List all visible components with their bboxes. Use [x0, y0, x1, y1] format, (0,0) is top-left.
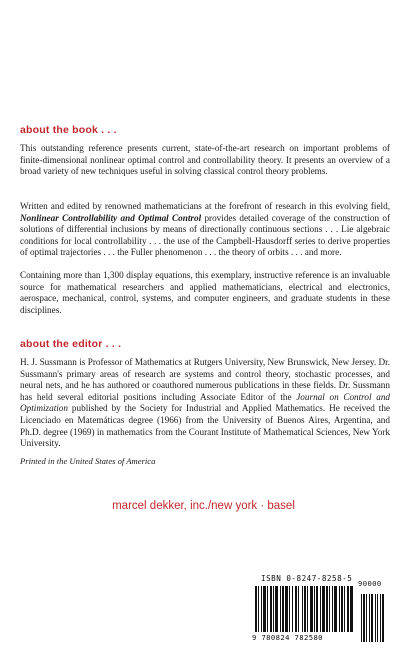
barcode-bar	[329, 586, 330, 632]
journal-name: Journal on Control and Optimization	[20, 391, 391, 414]
barcode-bar	[304, 586, 306, 632]
barcode-bar	[285, 586, 288, 632]
barcode-bar	[344, 586, 345, 632]
barcode-bar	[280, 586, 281, 632]
barcode-bar	[314, 586, 315, 632]
about-editor-heading: about the editor . . .	[20, 338, 122, 350]
barcode-bar	[322, 586, 325, 632]
barcode-bar	[261, 586, 262, 632]
barcode-bar	[255, 586, 257, 632]
publisher-imprint: marcel dekker, inc./new york · basel	[112, 500, 295, 512]
barcode-bar	[302, 586, 303, 632]
barcode-bar	[275, 586, 278, 632]
barcode-addon-bar	[361, 594, 362, 642]
editor-bio-rest: published by the Society for Industrial and Applied Mathematics. He received the Licenciado en Matemáticas degree (1966) from the University of Buenos Aires, Argentina, and Ph.D. degree (1969) in mathematics from the Courant Institute of Mathematical Sciences, New York University.	[20, 403, 390, 449]
about-book-paragraph-2	[20, 201, 390, 259]
barcode-addon-bar	[382, 594, 384, 642]
barcode-addon-bar	[375, 594, 376, 642]
about-book-paragraph-1: This outstanding reference presents current, state-of-the-art research on important problems of finite-dimensional nonlinear optimal control and controllability theory. It presents an overview of a broad variety of new techniques useful in solving classical control theory problems.	[20, 143, 390, 177]
barcode-addon-bar	[369, 594, 370, 642]
barcode-bar	[326, 586, 328, 632]
barcode-bar	[270, 586, 272, 632]
book-title: Nonlinear Controllability and Optimal Control	[20, 212, 202, 223]
barcode-bar	[289, 586, 290, 632]
barcode-addon-bar	[380, 594, 381, 642]
barcode-bar	[320, 586, 321, 632]
barcode-bar	[267, 586, 268, 632]
about-book-paragraph-3: Containing more than 1,300 display equations, this exemplary, instructive reference is an invaluable source for mathematical researchers and applied mathematicians, electrical and electronics, aerospace, mechanical, control, systems, and computer engineers, and graduate students in these disciplines.	[20, 270, 390, 315]
barcode-bar	[341, 586, 343, 632]
barcode-bar	[347, 586, 349, 632]
barcode-bar	[263, 586, 266, 632]
about-book-p2-intro: Written and edited by renowned mathematicians at the forefront of research in this evolving field,	[20, 201, 390, 211]
about-editor-paragraph	[20, 357, 390, 450]
about-book-p2-rest: provides detailed coverage of the construction of solutions of differential inclusions by means of directionally continuous sections . . . Lie algebraic conditions for local controllability . . . the use of the Campbell-Hausdorff series to derive properties of optimal trajectories . . . the Fuller phenomenon . . . the theory of orbits . . . and more.	[20, 212, 391, 258]
barcode-addon-bar	[363, 594, 365, 642]
barcode-bar	[316, 586, 318, 632]
barcode-bar	[332, 586, 333, 632]
barcode-addon-bar	[377, 594, 378, 642]
editor-bio-intro: H. J. Sussmann is Professor of Mathematics at Rutgers University, New Brunswick, New Jersey. Dr. Sussmann's primary areas of research are systems and control theory, stochastic processes, and neural nets, and he has authored or coauthored numerous publications in these fields. Dr. Sussmann has held several editorial positions including Associate Editor of the	[20, 357, 390, 402]
barcode-bar	[258, 586, 259, 632]
barcode-main-digits: 9 780824 782580	[252, 633, 323, 642]
isbn-label: ISBN 0-8247-8258-5	[261, 574, 353, 583]
barcode-bar	[350, 586, 353, 632]
barcode-bar	[310, 586, 313, 632]
barcode-addon-bar	[366, 594, 367, 642]
printed-in-notice: Printed in the United States of America	[20, 456, 156, 466]
barcode-bar	[339, 586, 340, 632]
barcode-bar	[292, 586, 293, 632]
barcode-bar	[295, 586, 297, 632]
barcode-bar	[334, 586, 337, 632]
about-book-heading: about the book . . .	[20, 124, 117, 136]
barcode-bar	[282, 586, 284, 632]
barcode-addon-digits: 90000	[358, 579, 382, 588]
barcode-bar	[298, 586, 299, 632]
barcode-bar	[273, 586, 274, 632]
barcode-addon-bar	[371, 594, 373, 642]
barcode-bar	[307, 586, 308, 632]
